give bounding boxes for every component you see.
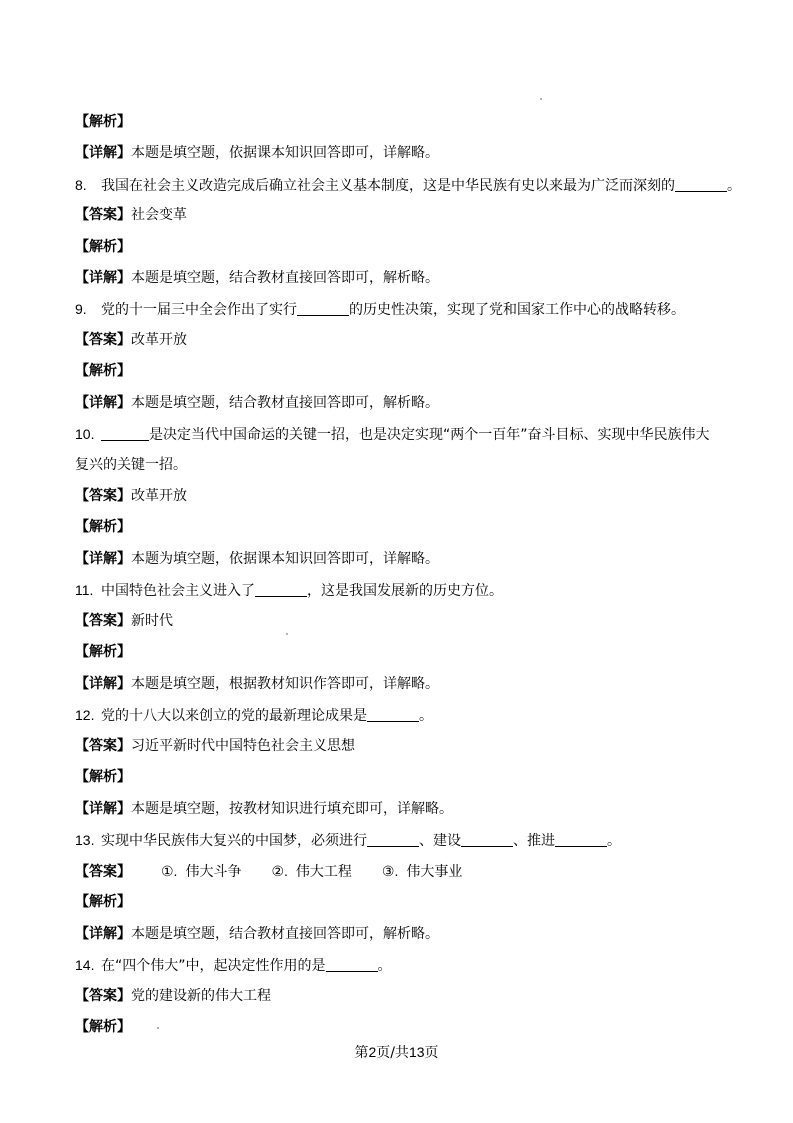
detail-line-7: 【详解】本题是填空题，依据课本知识回答即可，详解略。 — [75, 145, 439, 161]
answer-blank — [101, 426, 149, 441]
answer-option-3: ③. 伟大事业 — [381, 863, 463, 880]
question-number: 10. — [75, 426, 95, 442]
question-number: 13. — [75, 832, 95, 848]
question-12: 12. 党的十八大以来创立的党的最新理论成果是 。 — [75, 707, 433, 724]
answer-line-11: 【答案】新时代 — [75, 613, 173, 629]
detail-text: 本题为填空题，依据课本知识回答即可，详解略。 — [131, 551, 439, 567]
detail-line-12: 【详解】本题是填空题，按教材知识进行填充即可，详解略。 — [75, 801, 453, 817]
detail-line-13: 【详解】本题是填空题，结合教材直接回答即可，解析略。 — [75, 926, 439, 942]
detail-text: 本题是填空题，结合教材直接回答即可，解析略。 — [131, 926, 439, 942]
answer-line-14: 【答案】党的建设新的伟大工程 — [75, 988, 271, 1004]
answer-blank — [675, 177, 727, 192]
analysis-label-12: 【解析】 — [75, 769, 131, 785]
detail-line-9: 【详解】本题是填空题，结合教材直接回答即可，解析略。 — [75, 395, 439, 411]
question-11: 11. 中国特色社会主义进入了 ，这是我国发展新的历史方位。 — [75, 582, 503, 599]
answer-blank — [326, 957, 378, 972]
detail-text: 本题是填空题，结合教材直接回答即可，解析略。 — [131, 270, 439, 286]
page-number: 2 — [368, 1044, 377, 1060]
detail-text: 本题是填空题，根据教材知识作答即可，详解略。 — [131, 676, 439, 692]
answer-blank-1 — [367, 832, 419, 847]
answer-option-2: ②. 伟大工程 — [271, 863, 352, 880]
answer-text: 改革开放 — [131, 488, 187, 504]
detail-line-10: 【详解】本题为填空题，依据课本知识回答即可，详解略。 — [75, 551, 439, 567]
detail-text: 本题是填空题，按教材知识进行填充即可，详解略。 — [131, 801, 453, 817]
question-number: 8. — [75, 177, 87, 193]
analysis-label-9: 【解析】 — [75, 363, 131, 379]
page-footer: 第2页/共13页 — [354, 1044, 439, 1061]
analysis-label-14: 【解析】 — [75, 1019, 131, 1035]
question-10-cont: 复兴的关键一招。 — [75, 457, 187, 473]
analysis-label-11: 【解析】 — [75, 644, 131, 660]
analysis-label-8: 【解析】 — [75, 239, 131, 255]
answer-blank-2 — [461, 832, 513, 847]
answer-text: 习近平新时代中国特色社会主义思想 — [131, 738, 355, 754]
detail-text: 本题是填空题，依据课本知识回答即可，详解略。 — [131, 145, 439, 161]
analysis-label-7: 【解析】 — [75, 114, 131, 130]
answer-line-9: 【答案】改革开放 — [75, 332, 187, 348]
answer-text: 改革开放 — [131, 332, 187, 348]
question-number: 9. — [75, 301, 87, 317]
answer-text: 党的建设新的伟大工程 — [131, 988, 271, 1004]
question-number: 11. — [75, 582, 94, 598]
answer-line-10: 【答案】改革开放 — [75, 488, 187, 504]
question-10: 10. 是决定当代中国命运的关键一招，也是决定实现“两个一百年”奋斗目标、实现中华民族伟大 — [75, 426, 710, 443]
question-number: 12. — [75, 707, 95, 723]
answer-line-8: 【答案】社会变革 — [75, 207, 187, 223]
detail-line-11: 【详解】本题是填空题，根据教材知识作答即可，详解略。 — [75, 676, 439, 692]
answer-option-1: ①. 伟大斗争 — [161, 863, 242, 880]
answer-blank — [255, 582, 307, 597]
answer-line-12: 【答案】习近平新时代中国特色社会主义思想 — [75, 738, 355, 754]
answer-blank-3 — [555, 832, 607, 847]
answer-text: 新时代 — [131, 613, 173, 629]
detail-text: 本题是填空题，结合教材直接回答即可，解析略。 — [131, 395, 439, 411]
detail-line-8: 【详解】本题是填空题，结合教材直接回答即可，解析略。 — [75, 270, 439, 286]
answer-blank — [367, 707, 419, 722]
page-total: 13 — [408, 1044, 425, 1060]
question-8: 8. 我国在社会主义改造完成后确立社会主义基本制度，这是中华民族有史以来最为广泛而深刻的 。 — [75, 177, 741, 194]
question-13: 13. 实现中华民族伟大复兴的中国梦，必须进行 、建设 、推进 。 — [75, 832, 621, 849]
question-9: 9. 党的十一届三中全会作出了实行 的历史性决策，实现了党和国家工作中心的战略转移。 — [75, 301, 685, 318]
scan-dot — [540, 98, 542, 100]
answer-line-13: 【答案】 ①. 伟大斗争 ②. 伟大工程 ③. 伟大事业 — [75, 863, 463, 880]
analysis-label-10: 【解析】 — [75, 519, 131, 535]
analysis-label-13: 【解析】 — [75, 894, 131, 910]
question-14: 14. 在“四个伟大”中，起决定性作用的是 。 — [75, 957, 392, 974]
scan-dot — [286, 633, 288, 635]
answer-blank — [297, 301, 349, 316]
answer-text: 社会变革 — [131, 207, 187, 223]
question-number: 14. — [75, 957, 95, 973]
